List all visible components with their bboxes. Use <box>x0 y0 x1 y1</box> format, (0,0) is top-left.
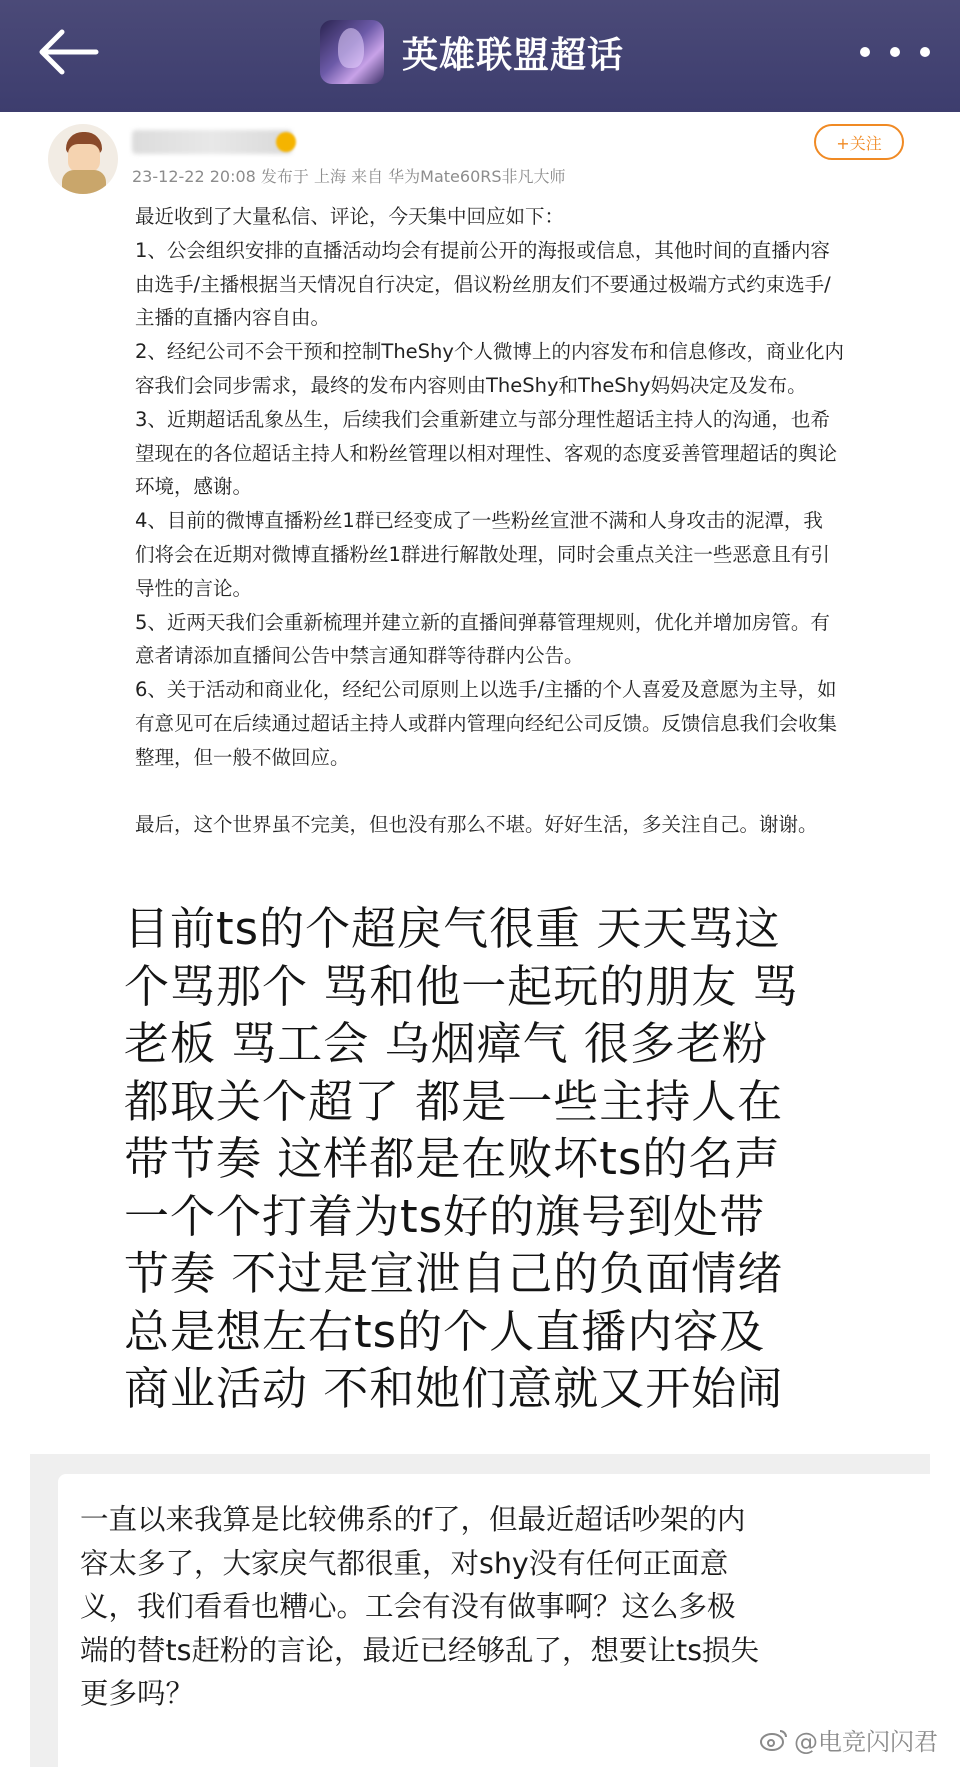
watermark-text: @电竞闪闪君 <box>794 1728 938 1756</box>
post-image-quote-1[interactable] <box>124 900 824 1420</box>
image-text-line: 商业活动 不和她们意就又开始闹 <box>124 1362 784 1415</box>
post-line: 容我们会同步需求，最终的发布内容则由TheShy和TheShy妈妈决定及发布。 <box>135 373 807 397</box>
image-text-line: 一个个打着为ts好的旗号到处带 <box>124 1189 766 1243</box>
post-line: 环境，感谢。 <box>135 475 253 499</box>
post-line: 6、关于活动和商业化，经纪公司原则上以选手/主播的个人喜爱及意愿为主导，如 <box>135 678 837 702</box>
watermark <box>760 1722 938 1757</box>
channel-title-group[interactable] <box>320 20 624 84</box>
image-text-line: 总是想左右ts的个人直播内容及 <box>124 1304 766 1358</box>
post-line: 1、公会组织安排的直播活动均会有提前公开的海报或信息，其他时间的直播内容 <box>135 238 830 262</box>
post-line: 整理，但一般不做回应。 <box>135 745 350 769</box>
more-dots-icon <box>890 47 900 57</box>
quote-line: 一直以来我算是比较佛系的f了，但最近超话吵架的内 <box>80 1503 746 1536</box>
quote-line: 义，我们看看也糟心。工会有没有做事啊？这么多极 <box>80 1590 736 1623</box>
post-line: 由选手/主播根据当天情况自行决定，倡议粉丝朋友们不要通过极端方式约束选手/ <box>135 272 831 296</box>
image-text-line: 带节奏 这样都是在败坏ts的名声 <box>124 1132 781 1185</box>
more-dots-icon <box>920 47 930 57</box>
weibo-logo-icon <box>760 1729 788 1751</box>
quote-text <box>80 1498 916 1716</box>
post-line: 意者请添加直播间公告中禁言通知群等待群内公告。 <box>135 644 584 668</box>
channel-avatar <box>320 20 384 84</box>
post-line: 最近收到了大量私信、评论，今天集中回应如下： <box>135 205 565 228</box>
quote-line: 更多吗？ <box>80 1677 195 1710</box>
vip-badge-icon <box>276 132 296 152</box>
post-meta: 23-12-22 20:08 发布于 上海 来自 华为Mate60RS非凡大师 <box>132 167 566 186</box>
image-text-line: 老板 骂工会 乌烟瘴气 很多老粉 <box>124 1017 768 1070</box>
quote-line: 容太多了，大家戾气都很重，对shy没有任何正面意 <box>80 1546 729 1580</box>
more-dots-icon <box>860 47 870 57</box>
image-text-line: 节奏 不过是宣泄自己的负面情绪 <box>124 1247 784 1300</box>
more-button[interactable] <box>860 34 930 70</box>
post-closing: 最后，这个世界虽不完美，但也没有那么不堪。好好生活，多关注自己。谢谢。 <box>135 813 818 837</box>
back-button[interactable] <box>36 26 100 78</box>
post-line: 主播的直播内容自由。 <box>135 306 331 330</box>
post-line: 4、目前的微博直播粉丝1群已经变成了一些粉丝宣泄不满和人身攻击的泥潭，我 <box>135 509 823 533</box>
image-text-line: 个骂那个 骂和他一起玩的朋友 骂 <box>124 959 799 1013</box>
post-body <box>135 200 915 842</box>
image-text-line: 都取关个超了 都是一些主持人在 <box>124 1074 784 1128</box>
post-line: 导性的言论。 <box>135 576 253 600</box>
post-line: 们将会在近期对微博直播粉丝1群进行解散处理，同时会重点关注一些恶意且有引 <box>135 542 830 566</box>
avatar[interactable] <box>48 124 118 194</box>
post-line: 有意见可在后续通过超话主持人或群内管理向经纪公司反馈。反馈信息我们会收集 <box>135 711 838 735</box>
post-line: 2、经纪公司不会干预和控制TheShy个人微博上的内容发布和信息修改，商业化内 <box>135 340 844 364</box>
username-blurred[interactable] <box>132 130 292 154</box>
post-line: 望现在的各位超话主持人和粉丝管理以相对理性、客观的态度妥善管理超话的舆论 <box>135 441 838 465</box>
post-image-quote-2[interactable] <box>30 1454 930 1767</box>
top-bar <box>0 0 960 112</box>
back-arrow-icon <box>36 26 100 78</box>
page-title: 英雄联盟超话 <box>402 34 625 76</box>
image-text-line: 目前ts的个超戾气很重 天天骂这 <box>124 902 781 955</box>
follow-button[interactable]: +关注 <box>814 124 904 160</box>
post-line: 3、近期超话乱象丛生，后续我们会重新建立与部分理性超话主持人的沟通，也希 <box>135 407 830 431</box>
quote-line: 端的替ts赶粉的言论，最近已经够乱了，想要让ts损失 <box>80 1633 760 1667</box>
post-line: 5、近两天我们会重新梳理并建立新的直播间弹幕管理规则，优化并增加房管。有 <box>135 610 830 634</box>
